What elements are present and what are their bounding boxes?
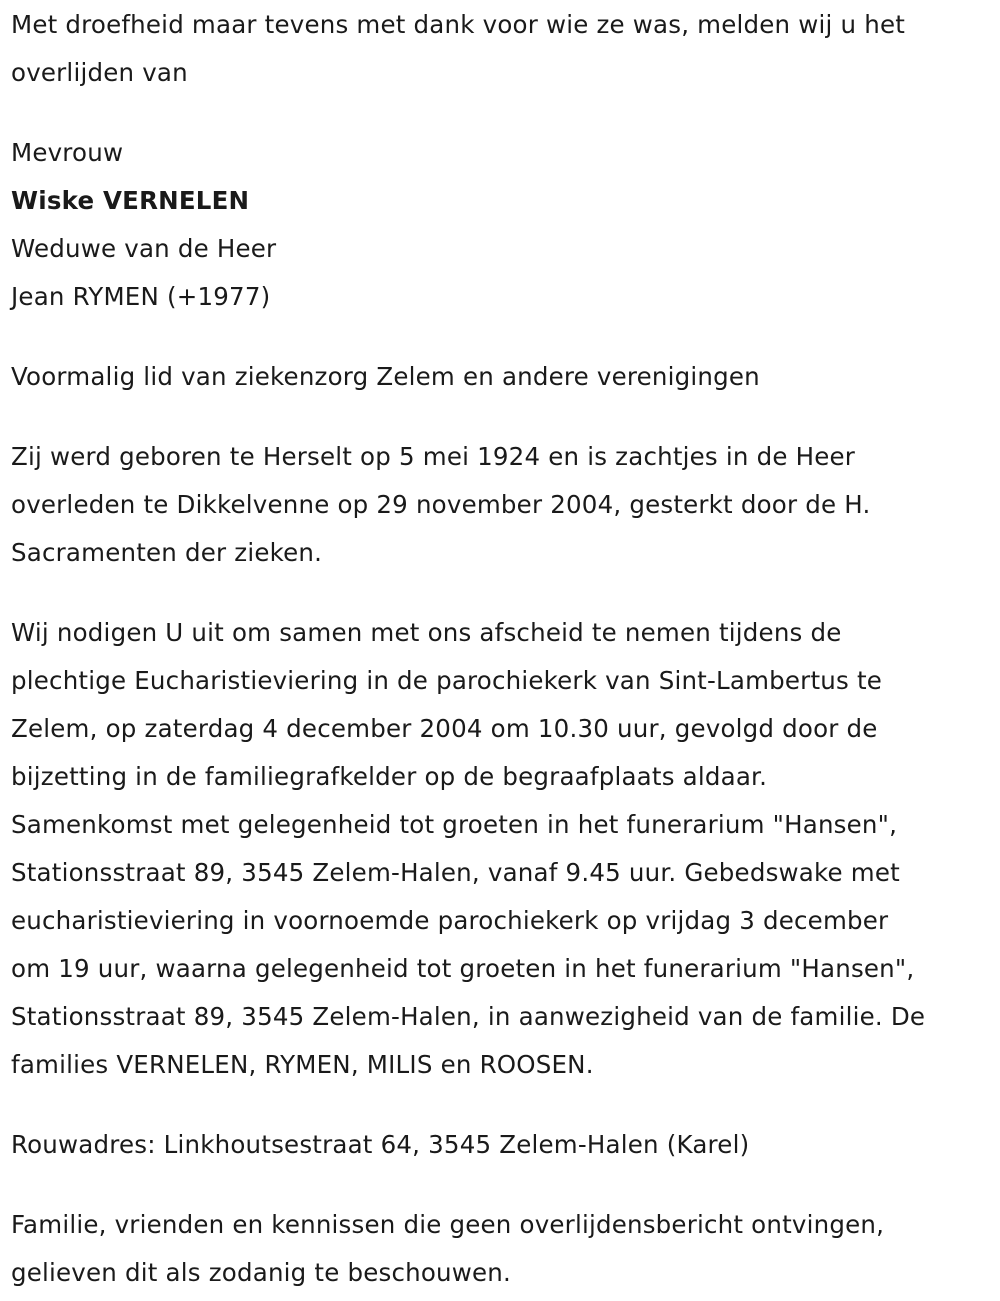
invitation-line: Zelem, op zaterdag 4 december 2004 om 10.30 uur, gevolgd door de: [11, 714, 878, 743]
intro-line: overlijden van: [11, 58, 188, 87]
invitation-line: om 19 uur, waarna gelegenheid tot groeten in het funerarium "Hansen",: [11, 954, 915, 983]
deceased-name: Wiske VERNELEN: [11, 186, 250, 215]
deceased-spouse: Jean RYMEN (+1977): [11, 282, 271, 311]
birth-death-line: overleden te Dikkelvenne op 29 november 2004, gesterkt door de H.: [11, 490, 871, 519]
invitation-paragraph: [11, 613, 986, 1085]
invitation-line: bijzetting in de familiegrafkelder op de begraafplaats aldaar.: [11, 762, 768, 791]
deceased-relation: Weduwe van de Heer: [11, 234, 277, 263]
mourning-address-paragraph: [11, 1125, 986, 1165]
deceased-title: Mevrouw: [11, 138, 124, 167]
invitation-line: eucharistieviering in voornoemde parochiekerk op vrijdag 3 december: [11, 906, 889, 935]
intro-paragraph: [11, 5, 986, 93]
membership-paragraph: [11, 357, 986, 397]
birth-death-line: Sacramenten der zieken.: [11, 538, 323, 567]
deceased-block: [11, 133, 986, 317]
invitation-line: families VERNELEN, RYMEN, MILIS en ROOSEN.: [11, 1050, 594, 1079]
invitation-line: Samenkomst met gelegenheid tot groeten in het funerarium "Hansen",: [11, 810, 898, 839]
invitation-line: Stationsstraat 89, 3545 Zelem-Halen, vanaf 9.45 uur. Gebedswake met: [11, 858, 900, 887]
closing-line: gelieven dit als zodanig te beschouwen.: [11, 1258, 512, 1287]
birth-death-line: Zij werd geboren te Herselt op 5 mei 1924 en is zachtjes in de Heer: [11, 442, 856, 471]
invitation-line: Wij nodigen U uit om samen met ons afscheid te nemen tijdens de: [11, 618, 842, 647]
birth-death-paragraph: [11, 437, 986, 573]
obituary-notice: [11, 5, 986, 1301]
invitation-line: plechtige Eucharistieviering in de parochiekerk van Sint-Lambertus te: [11, 666, 883, 695]
closing-line: Familie, vrienden en kennissen die geen overlijdensbericht ontvingen,: [11, 1210, 885, 1239]
membership-line: Voormalig lid van ziekenzorg Zelem en andere verenigingen: [11, 362, 760, 391]
closing-paragraph: [11, 1205, 986, 1293]
invitation-line: Stationsstraat 89, 3545 Zelem-Halen, in aanwezigheid van de familie. De: [11, 1002, 926, 1031]
mourning-address: Rouwadres: Linkhoutsestraat 64, 3545 Zelem-Halen (Karel): [11, 1130, 750, 1159]
intro-line: Met droefheid maar tevens met dank voor wie ze was, melden wij u het: [11, 10, 906, 39]
